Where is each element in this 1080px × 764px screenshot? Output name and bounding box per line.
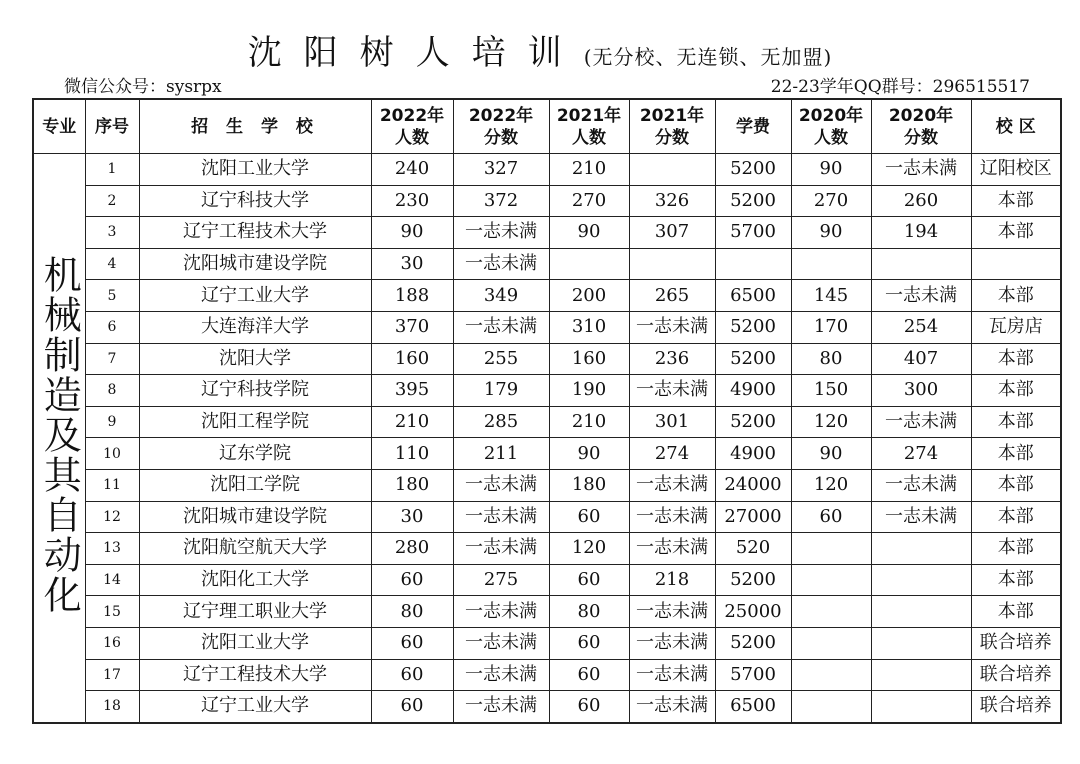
cell-fee: 5200	[715, 406, 791, 438]
table-row	[33, 469, 1061, 501]
cell-2021-score	[629, 248, 715, 280]
cell-school: 沈阳航空航天大学	[139, 533, 371, 565]
cell-2021-count: 90	[549, 438, 629, 470]
cell-no: 2	[85, 185, 139, 217]
admission-table	[32, 98, 1062, 724]
cell-2020-score	[871, 564, 971, 596]
cell-2022-score: 一志未满	[453, 248, 549, 280]
table-row	[33, 154, 1061, 186]
cell-2022-score: 349	[453, 280, 549, 312]
cell-2021-count: 310	[549, 311, 629, 343]
cell-2021-count: 120	[549, 533, 629, 565]
cell-2022-count: 60	[371, 691, 453, 723]
cell-2020-score	[871, 596, 971, 628]
cell-fee: 5200	[715, 343, 791, 375]
cell-2020-count	[791, 533, 871, 565]
cell-fee: 6500	[715, 280, 791, 312]
cell-2022-count: 230	[371, 185, 453, 217]
cell-2021-score: 一志未满	[629, 375, 715, 407]
cell-fee: 5700	[715, 217, 791, 249]
table-row	[33, 627, 1061, 659]
cell-2021-count: 60	[549, 691, 629, 723]
col-header-2021-score	[629, 99, 715, 154]
cell-2021-count	[549, 248, 629, 280]
cell-school: 辽东学院	[139, 438, 371, 470]
cell-campus: 本部	[971, 438, 1061, 470]
col-header-major: 专业	[33, 99, 85, 154]
cell-fee	[715, 248, 791, 280]
cell-2022-score: 一志未满	[453, 691, 549, 723]
cell-fee: 5700	[715, 659, 791, 691]
cell-2020-score	[871, 627, 971, 659]
cell-2020-score: 274	[871, 438, 971, 470]
cell-campus: 本部	[971, 343, 1061, 375]
col-header-school: 招 生 学 校	[139, 99, 371, 154]
cell-2021-count: 160	[549, 343, 629, 375]
cell-2021-score: 一志未满	[629, 533, 715, 565]
cell-2020-score: 一志未满	[871, 501, 971, 533]
table-row	[33, 438, 1061, 470]
table-row	[33, 501, 1061, 533]
cell-2022-score: 一志未满	[453, 501, 549, 533]
cell-2020-count: 60	[791, 501, 871, 533]
page-title-block	[0, 30, 1080, 82]
cell-school: 辽宁工业大学	[139, 691, 371, 723]
cell-school: 沈阳工程学院	[139, 406, 371, 438]
cell-no: 15	[85, 596, 139, 628]
cell-fee: 5200	[715, 627, 791, 659]
cell-2020-count: 80	[791, 343, 871, 375]
cell-2020-score: 407	[871, 343, 971, 375]
cell-2020-score: 300	[871, 375, 971, 407]
cell-school: 大连海洋大学	[139, 311, 371, 343]
cell-2022-count: 188	[371, 280, 453, 312]
table-row	[33, 659, 1061, 691]
col-header-2020-count-text: 2020年 人数	[798, 105, 864, 148]
cell-no: 10	[85, 438, 139, 470]
table-row	[33, 375, 1061, 407]
cell-2022-score: 372	[453, 185, 549, 217]
col-header-2022-score-text: 2022年 分数	[468, 105, 534, 148]
cell-2020-count	[791, 659, 871, 691]
cell-2020-score	[871, 691, 971, 723]
cell-school: 沈阳城市建设学院	[139, 248, 371, 280]
cell-2020-count: 120	[791, 469, 871, 501]
cell-2021-count: 60	[549, 659, 629, 691]
cell-fee: 6500	[715, 691, 791, 723]
cell-2021-score: 一志未满	[629, 627, 715, 659]
cell-campus: 本部	[971, 501, 1061, 533]
cell-no: 9	[85, 406, 139, 438]
cell-2021-score: 307	[629, 217, 715, 249]
cell-no: 1	[85, 154, 139, 186]
cell-2021-score: 一志未满	[629, 596, 715, 628]
cell-fee: 5200	[715, 564, 791, 596]
table-row	[33, 691, 1061, 723]
table-row	[33, 185, 1061, 217]
major-cell	[33, 154, 85, 723]
cell-2022-count: 110	[371, 438, 453, 470]
cell-no: 14	[85, 564, 139, 596]
cell-fee: 520	[715, 533, 791, 565]
cell-2020-score	[871, 248, 971, 280]
cell-campus: 本部	[971, 375, 1061, 407]
cell-2020-count: 145	[791, 280, 871, 312]
cell-school: 沈阳工业大学	[139, 627, 371, 659]
cell-fee: 4900	[715, 375, 791, 407]
cell-2022-count: 90	[371, 217, 453, 249]
cell-2021-score: 一志未满	[629, 469, 715, 501]
cell-school: 沈阳工学院	[139, 469, 371, 501]
col-header-2022-count-text: 2022年 人数	[379, 105, 445, 148]
cell-2021-count: 270	[549, 185, 629, 217]
cell-2022-count: 30	[371, 501, 453, 533]
cell-2022-score: 255	[453, 343, 549, 375]
cell-2021-score: 一志未满	[629, 691, 715, 723]
cell-campus: 本部	[971, 596, 1061, 628]
cell-2020-score: 一志未满	[871, 280, 971, 312]
cell-2021-count: 190	[549, 375, 629, 407]
col-header-campus: 校 区	[971, 99, 1061, 154]
cell-2022-score: 275	[453, 564, 549, 596]
cell-2020-count: 90	[791, 438, 871, 470]
cell-2021-score: 301	[629, 406, 715, 438]
cell-no: 4	[85, 248, 139, 280]
wechat-account: 微信公众号：sysrpx	[64, 77, 222, 97]
cell-no: 12	[85, 501, 139, 533]
cell-2022-score: 一志未满	[453, 311, 549, 343]
cell-2020-score: 一志未满	[871, 469, 971, 501]
cell-campus: 本部	[971, 185, 1061, 217]
cell-2020-count	[791, 596, 871, 628]
cell-2021-score: 236	[629, 343, 715, 375]
cell-fee: 5200	[715, 185, 791, 217]
cell-2022-score: 一志未满	[453, 469, 549, 501]
cell-no: 17	[85, 659, 139, 691]
cell-2021-count: 180	[549, 469, 629, 501]
cell-2020-count: 150	[791, 375, 871, 407]
cell-2022-count: 370	[371, 311, 453, 343]
cell-2022-count: 30	[371, 248, 453, 280]
col-header-fee: 学费	[715, 99, 791, 154]
cell-2020-score: 194	[871, 217, 971, 249]
cell-2021-score: 274	[629, 438, 715, 470]
cell-2021-count: 210	[549, 154, 629, 186]
cell-2022-score: 211	[453, 438, 549, 470]
cell-campus: 本部	[971, 406, 1061, 438]
cell-2021-score	[629, 154, 715, 186]
table-row	[33, 280, 1061, 312]
cell-school: 辽宁科技大学	[139, 185, 371, 217]
cell-no: 13	[85, 533, 139, 565]
table-row	[33, 311, 1061, 343]
table-row	[33, 596, 1061, 628]
cell-no: 11	[85, 469, 139, 501]
col-header-no: 序号	[85, 99, 139, 154]
cell-2021-count: 60	[549, 564, 629, 596]
qq-group-number: 22-23学年QQ群号：296515517	[770, 77, 1030, 97]
cell-2022-score: 一志未满	[453, 533, 549, 565]
cell-fee: 25000	[715, 596, 791, 628]
cell-2020-count: 270	[791, 185, 871, 217]
cell-fee: 27000	[715, 501, 791, 533]
col-header-2020-score-text: 2020年 分数	[888, 105, 954, 148]
cell-2020-score: 一志未满	[871, 154, 971, 186]
table-row	[33, 406, 1061, 438]
cell-no: 6	[85, 311, 139, 343]
col-header-2021-count-text: 2021年 人数	[556, 105, 622, 148]
cell-2020-count: 90	[791, 154, 871, 186]
table-row	[33, 533, 1061, 565]
cell-school: 沈阳工业大学	[139, 154, 371, 186]
cell-2021-score: 218	[629, 564, 715, 596]
cell-2020-count	[791, 248, 871, 280]
cell-2021-score: 265	[629, 280, 715, 312]
cell-campus: 联合培养	[971, 659, 1061, 691]
cell-2020-count	[791, 691, 871, 723]
major-label: 机械制造及其自动化	[37, 255, 82, 616]
cell-school: 沈阳大学	[139, 343, 371, 375]
cell-campus: 辽阳校区	[971, 154, 1061, 186]
cell-2022-score: 一志未满	[453, 596, 549, 628]
cell-no: 18	[85, 691, 139, 723]
cell-campus: 瓦房店	[971, 311, 1061, 343]
cell-no: 5	[85, 280, 139, 312]
cell-2022-count: 60	[371, 564, 453, 596]
table-row	[33, 564, 1061, 596]
cell-campus: 联合培养	[971, 627, 1061, 659]
cell-2021-count: 80	[549, 596, 629, 628]
cell-fee: 5200	[715, 154, 791, 186]
cell-fee: 4900	[715, 438, 791, 470]
cell-2020-score	[871, 659, 971, 691]
cell-school: 辽宁科技学院	[139, 375, 371, 407]
cell-no: 7	[85, 343, 139, 375]
cell-2022-score: 一志未满	[453, 659, 549, 691]
cell-2020-count: 170	[791, 311, 871, 343]
cell-fee: 24000	[715, 469, 791, 501]
col-header-2021-score-text: 2021年 分数	[639, 105, 705, 148]
cell-2020-count	[791, 627, 871, 659]
cell-2021-score: 一志未满	[629, 501, 715, 533]
cell-2021-count: 90	[549, 217, 629, 249]
cell-campus: 本部	[971, 280, 1061, 312]
table-row	[33, 217, 1061, 249]
table-body	[33, 154, 1061, 723]
cell-2022-count: 80	[371, 596, 453, 628]
cell-campus: 本部	[971, 469, 1061, 501]
cell-2022-count: 60	[371, 627, 453, 659]
col-header-2022-count	[371, 99, 453, 154]
cell-2022-count: 180	[371, 469, 453, 501]
cell-2021-count: 210	[549, 406, 629, 438]
cell-2022-count: 60	[371, 659, 453, 691]
cell-2021-score: 326	[629, 185, 715, 217]
cell-2020-count: 90	[791, 217, 871, 249]
cell-no: 16	[85, 627, 139, 659]
table-header-row	[33, 99, 1061, 154]
cell-2020-score: 260	[871, 185, 971, 217]
cell-2021-count: 60	[549, 501, 629, 533]
table-row	[33, 343, 1061, 375]
cell-2020-count	[791, 564, 871, 596]
cell-campus	[971, 248, 1061, 280]
cell-fee: 5200	[715, 311, 791, 343]
cell-campus: 联合培养	[971, 691, 1061, 723]
cell-2022-count: 240	[371, 154, 453, 186]
cell-2022-count: 280	[371, 533, 453, 565]
page-subtitle: (无分校、无连锁、无加盟)	[583, 45, 833, 69]
col-header-2020-count	[791, 99, 871, 154]
cell-school: 辽宁工程技术大学	[139, 217, 371, 249]
page-title: 沈阳树人培训	[247, 33, 584, 73]
cell-2020-count: 120	[791, 406, 871, 438]
cell-2022-score: 一志未满	[453, 627, 549, 659]
cell-school: 辽宁工程技术大学	[139, 659, 371, 691]
cell-2022-score: 285	[453, 406, 549, 438]
col-header-2020-score	[871, 99, 971, 154]
cell-2022-score: 179	[453, 375, 549, 407]
cell-2022-count: 210	[371, 406, 453, 438]
cell-2021-score: 一志未满	[629, 311, 715, 343]
cell-2022-score: 327	[453, 154, 549, 186]
cell-no: 3	[85, 217, 139, 249]
cell-2022-score: 一志未满	[453, 217, 549, 249]
col-header-2022-score	[453, 99, 549, 154]
cell-school: 沈阳城市建设学院	[139, 501, 371, 533]
cell-campus: 本部	[971, 533, 1061, 565]
cell-no: 8	[85, 375, 139, 407]
cell-2022-count: 160	[371, 343, 453, 375]
cell-2020-score: 254	[871, 311, 971, 343]
cell-2022-count: 395	[371, 375, 453, 407]
cell-school: 辽宁理工职业大学	[139, 596, 371, 628]
col-header-2021-count	[549, 99, 629, 154]
table-row	[33, 248, 1061, 280]
cell-school: 辽宁工业大学	[139, 280, 371, 312]
cell-campus: 本部	[971, 564, 1061, 596]
cell-2021-count: 200	[549, 280, 629, 312]
cell-2021-count: 60	[549, 627, 629, 659]
cell-2020-score: 一志未满	[871, 406, 971, 438]
cell-school: 沈阳化工大学	[139, 564, 371, 596]
cell-2020-score	[871, 533, 971, 565]
cell-campus: 本部	[971, 217, 1061, 249]
cell-2021-score: 一志未满	[629, 659, 715, 691]
